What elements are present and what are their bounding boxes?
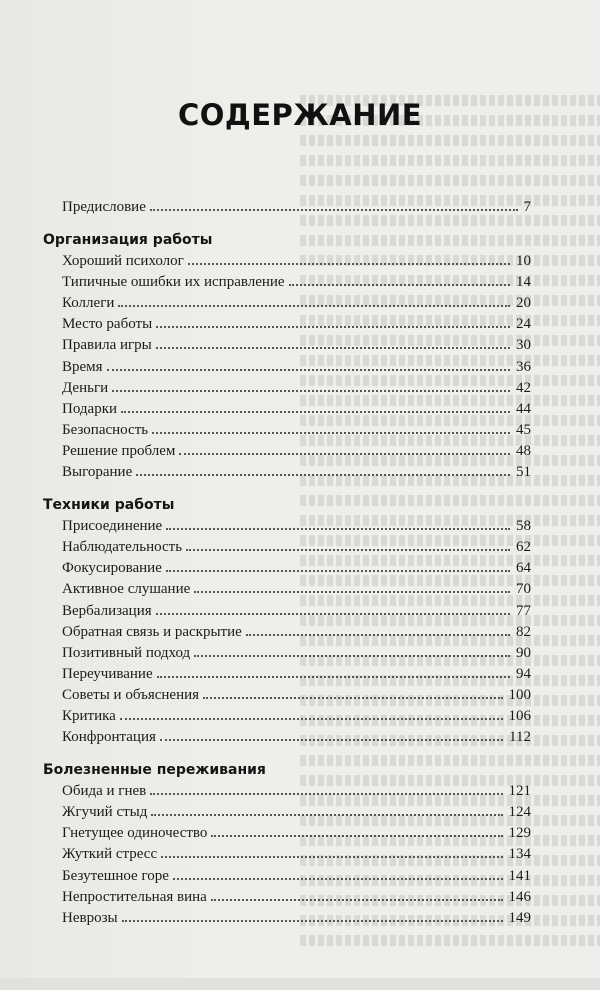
toc-entry[interactable]: [43, 357, 531, 378]
toc-entry-label: Решение проблем: [62, 442, 176, 459]
toc-page-number: 149: [508, 909, 531, 926]
dot-leader: [151, 814, 502, 816]
dot-leader: [122, 920, 503, 922]
section-heading-organization: Организация работы: [43, 232, 213, 249]
toc-entry[interactable]: [43, 844, 531, 865]
toc-page-number: 14: [516, 274, 531, 291]
toc-page-number: 42: [516, 379, 531, 396]
toc-entry[interactable]: [43, 399, 531, 420]
toc-entry-label: Обида и гнев: [62, 783, 147, 800]
dot-leader: [194, 591, 510, 593]
toc-entry-label: Время: [62, 358, 103, 375]
toc-entry[interactable]: [43, 579, 531, 600]
toc-page-number: 94: [516, 665, 531, 682]
toc-page-number: 36: [516, 358, 531, 375]
toc-page-number: 44: [516, 400, 531, 417]
toc-entry-label: Хороший психолог: [62, 253, 184, 270]
toc-entry-label: Позитивный подход: [62, 644, 191, 661]
toc-page-number: 70: [516, 581, 531, 598]
dot-leader: [152, 432, 510, 434]
toc-entry-label: Наблюдательность: [62, 539, 183, 556]
toc-entry-label: Подарки: [62, 400, 118, 417]
dot-leader: [156, 326, 510, 328]
toc-page-number: 58: [516, 518, 531, 535]
toc-entry-label: Присоединение: [62, 518, 163, 535]
table-of-contents: [43, 197, 531, 929]
toc-page-number: 112: [509, 729, 531, 746]
dot-leader: [179, 453, 510, 455]
dot-leader: [161, 856, 502, 858]
toc-page-number: 106: [508, 707, 531, 724]
toc-entry-label: Неврозы: [62, 909, 118, 926]
toc-entry-label: Деньги: [62, 379, 109, 396]
dot-leader: [150, 209, 518, 211]
dot-leader: [211, 835, 502, 837]
toc-page-number: 64: [516, 560, 531, 577]
dot-leader: [203, 697, 502, 699]
toc-page-number: 62: [516, 539, 531, 556]
toc-page-number: 141: [508, 867, 531, 884]
toc-page-number: 100: [508, 686, 531, 703]
toc-entry-label: Выгорание: [62, 464, 133, 481]
toc-page-number: 124: [508, 804, 531, 821]
toc-entry[interactable]: [43, 685, 531, 706]
dot-leader: [156, 347, 510, 349]
dot-leader: [136, 474, 510, 476]
dot-leader: [118, 305, 510, 307]
toc-page-number: 146: [508, 888, 531, 905]
toc-page-number: 51: [516, 464, 531, 481]
toc-entry[interactable]: [43, 643, 531, 664]
toc-entry[interactable]: [43, 908, 531, 929]
toc-entry[interactable]: [43, 781, 531, 802]
toc-entry-label: Обратная связь и раскрытие: [62, 623, 242, 640]
dot-leader: [107, 369, 510, 371]
dot-leader: [173, 878, 503, 880]
toc-entry[interactable]: [43, 293, 531, 314]
toc-page-number: 7: [523, 199, 531, 215]
toc-page-number: 82: [516, 623, 531, 640]
toc-page-number: 134: [508, 846, 531, 863]
toc-page-number: 129: [508, 825, 531, 842]
dot-leader: [194, 655, 510, 657]
dot-leader: [166, 570, 510, 572]
dot-leader: [289, 284, 510, 286]
dot-leader: [246, 634, 510, 636]
toc-entry-label: Предисловие: [62, 199, 146, 215]
dot-leader: [157, 676, 510, 678]
toc-entry-label: Критика: [62, 707, 116, 724]
toc-entry[interactable]: [43, 823, 531, 844]
toc-entry[interactable]: [43, 887, 531, 908]
dot-leader: [156, 613, 510, 615]
dot-leader: [166, 528, 510, 530]
toc-entry[interactable]: [43, 251, 531, 272]
toc-entry-preface[interactable]: [43, 197, 531, 218]
toc-page-number: 30: [516, 337, 531, 354]
toc-page-number: 77: [516, 602, 531, 619]
toc-entry-label: Фокусирование: [62, 560, 162, 577]
toc-entry[interactable]: [43, 706, 531, 727]
toc-entry-label: Гнетущее одиночество: [62, 825, 208, 842]
toc-entry-label: Активное слушание: [62, 581, 191, 598]
toc-entry-label: Переучивание: [62, 665, 153, 682]
dot-leader: [188, 263, 510, 265]
dot-leader: [112, 390, 510, 392]
toc-entry[interactable]: [43, 272, 531, 293]
toc-entry-label: Безопасность: [62, 421, 149, 438]
section-heading-painful-experiences: Болезненные переживания: [43, 762, 266, 779]
toc-entry[interactable]: [43, 601, 531, 622]
toc-entry[interactable]: [43, 441, 531, 462]
dot-leader: [160, 739, 503, 741]
toc-entry[interactable]: [43, 664, 531, 685]
toc-entry-label: Правила игры: [62, 337, 152, 354]
toc-entry-label: Непростительная вина: [62, 888, 207, 905]
dot-leader: [186, 549, 510, 551]
toc-entry-label: Вербализация: [62, 602, 152, 619]
toc-page-number: 20: [516, 295, 531, 312]
toc-entry-label: Типичные ошибки их исправление: [62, 274, 285, 291]
toc-page-number: 121: [508, 783, 531, 800]
toc-page-number: 24: [516, 316, 531, 333]
dot-leader: [150, 793, 502, 795]
section-heading-techniques: Техники работы: [43, 497, 175, 514]
toc-entry-label: Конфронтация: [62, 729, 156, 746]
toc-page-number: 45: [516, 421, 531, 438]
toc-entry[interactable]: [43, 727, 531, 748]
toc-entry[interactable]: [43, 420, 531, 441]
dot-leader: [121, 411, 510, 413]
toc-page-number: 48: [516, 442, 531, 459]
page-bottom-edge: [0, 978, 600, 990]
toc-entry-label: Место работы: [62, 316, 153, 333]
page-title: СОДЕРЖАНИЕ: [177, 98, 423, 132]
toc-page-number: 90: [516, 644, 531, 661]
toc-entry[interactable]: [43, 462, 531, 483]
toc-page-number: 10: [516, 253, 531, 270]
toc-entry-label: Жгучий стыд: [62, 804, 148, 821]
dot-leader: [211, 899, 503, 901]
dot-leader: [120, 718, 503, 720]
toc-entry-label: Жуткий стресс: [62, 846, 158, 863]
toc-entry-label: Безутешное горе: [62, 867, 169, 884]
toc-entry[interactable]: [43, 537, 531, 558]
toc-entry[interactable]: [43, 866, 531, 887]
toc-entry[interactable]: [43, 622, 531, 643]
toc-entry[interactable]: [43, 516, 531, 537]
toc-entry[interactable]: [43, 335, 531, 356]
toc-entry[interactable]: [43, 802, 531, 823]
toc-entry[interactable]: [43, 378, 531, 399]
toc-entry[interactable]: [43, 314, 531, 335]
toc-entry[interactable]: [43, 558, 531, 579]
toc-entry-label: Советы и объяснения: [62, 686, 200, 703]
toc-entry-label: Коллеги: [62, 295, 115, 312]
